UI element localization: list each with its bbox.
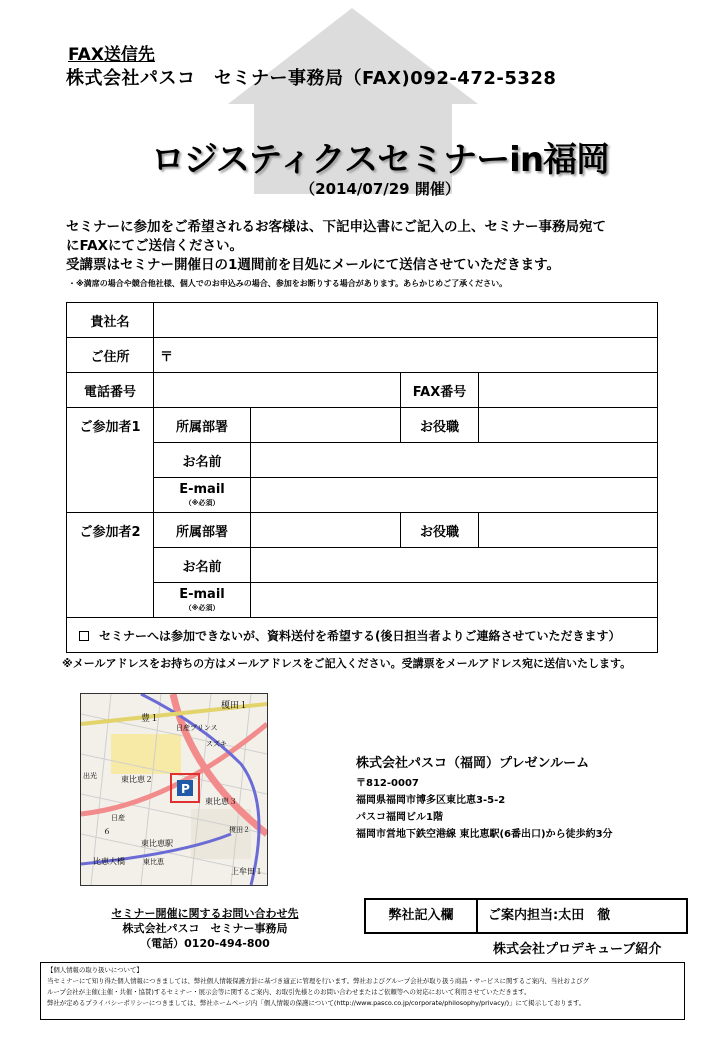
application-form — [66, 302, 658, 653]
introduced-by: 株式会社プロデキューブ紹介 — [493, 942, 662, 957]
venue-postal: 〒812-0007 — [356, 778, 419, 789]
p1-name-field[interactable] — [251, 443, 658, 478]
map-label: 榎田１ — [221, 701, 249, 711]
contact-org: 株式会社パスコ セミナー事務局 — [122, 922, 288, 935]
company-field[interactable] — [154, 303, 658, 338]
p1-email-field[interactable] — [251, 478, 658, 513]
p2-dept-field[interactable] — [251, 513, 401, 548]
company-label: 貴社名 — [67, 303, 154, 338]
phone-field[interactable] — [154, 373, 401, 408]
map-label: ６ — [103, 827, 111, 836]
contact-info — [90, 906, 320, 951]
email-note: ※メールアドレスをお持ちの方はメールアドレスをご記入ください。受講票をメールアドレス宛に送信いたします。 — [62, 657, 632, 670]
material-request-label: セミナーへは参加できないが、資料送付を希望する(後日担当者よりご連絡させていただきます） — [99, 628, 621, 643]
venue-address-1: 福岡県福岡市博多区東比恵3-5-2 — [356, 795, 506, 806]
p2-position-label: お役職 — [401, 513, 479, 548]
map-label: 比恵大橋 — [93, 857, 125, 866]
page-title: ロジスティクスセミナーin福岡 — [150, 140, 610, 180]
map-label: 榎田２ — [229, 826, 250, 834]
office-use-label: 弊社記入欄 — [366, 900, 478, 932]
venue-address-2: パスコ福岡ビル1階 — [356, 812, 443, 823]
privacy-line: 弊社が定めるプライバシーポリシーにつきましては、弊社ホームページ内「個人情報の保護について(http://www.pasco.co.jp/corporate/philosophy/privacy/)」にて掲示しております。 — [47, 999, 586, 1007]
privacy-notice — [40, 962, 685, 1020]
venue-access: 福岡市営地下鉄空港線 東比恵駅(6番出口)から徒歩約3分 — [356, 829, 613, 840]
fax-destination: 株式会社パスコ セミナー事務局（FAX)092-472-5328 — [66, 68, 557, 89]
required-note: （※必須） — [184, 604, 220, 612]
participant2-label: ご参加者2 — [67, 513, 154, 548]
material-request-row — [67, 618, 658, 653]
fax-field[interactable] — [479, 373, 658, 408]
address-label: ご住所 — [67, 338, 154, 373]
participant1-label: ご参加者1 — [67, 408, 154, 443]
privacy-heading: 【個人情報の取り扱いについて】 — [47, 966, 143, 974]
map-label: 東比恵 — [143, 858, 164, 866]
p2-name-label: お名前 — [154, 548, 251, 583]
material-request-checkbox[interactable] — [79, 631, 89, 641]
privacy-line: 当セミナーにて知り得た個人情報につきましては、弊社個人情報保護方針に基づき適正に管理を行います。弊社およびグループ会社が取り扱う商品・サービスに関するご案内、当社およびグ — [47, 977, 590, 985]
map-label: 東比恵駅 — [141, 839, 173, 848]
intro-line-1: セミナーに参加をご希望されるお客様は、下記申込書にご記入の上、セミナー事務局宛て — [66, 219, 606, 235]
intro-note: ・※満席の場合や競合他社様、個人でのお申込みの場合、参加をお断りする場合があります。あらかじめご了承ください。 — [68, 279, 508, 288]
venue-name: 株式会社パスコ（福岡）プレゼンルーム — [356, 756, 590, 771]
venue-info — [356, 755, 613, 843]
p1-name-label: お名前 — [154, 443, 251, 478]
intro-text — [66, 218, 606, 275]
p2-name-field[interactable] — [251, 548, 658, 583]
p1-dept-label: 所属部署 — [154, 408, 251, 443]
map-label: 日産 — [111, 814, 125, 822]
map-label: 上牟田１ — [231, 867, 263, 876]
map-label: 出光 — [83, 772, 97, 780]
required-note: （※必須） — [184, 499, 220, 507]
map-label: 日産プリンス — [176, 724, 218, 732]
postal-mark: 〒 — [160, 349, 174, 365]
svg-text:P: P — [181, 782, 190, 796]
phone-label: 電話番号 — [67, 373, 154, 408]
privacy-line: ループ会社が主催(主催・共催・協賛)するセミナー・展示会等に関するご案内、お取引先様とのお問い合わせまたはご依頼等への対応において利用させていただきます。 — [47, 988, 531, 996]
map-label: 豊１ — [141, 714, 160, 724]
office-use-box — [364, 898, 688, 934]
p2-dept-label: 所属部署 — [154, 513, 251, 548]
p2-position-field[interactable] — [479, 513, 658, 548]
map-graphic — [81, 694, 267, 885]
contact-heading: セミナー開催に関するお問い合わせ先 — [111, 907, 299, 920]
map-label: 東比恵３ — [205, 797, 237, 806]
map-label: スズキ — [206, 740, 227, 748]
p1-position-label: お役職 — [401, 408, 479, 443]
p1-position-field[interactable] — [479, 408, 658, 443]
fax-heading: FAX送信先 — [68, 45, 155, 65]
event-date: （2014/07/29 開催） — [300, 180, 460, 198]
p1-dept-field[interactable] — [251, 408, 401, 443]
venue-map — [80, 693, 268, 886]
office-use-value: ご案内担当:太田 徹 — [488, 908, 611, 923]
map-label: 東比恵２ — [121, 775, 153, 784]
fax-label: FAX番号 — [401, 373, 479, 408]
contact-phone: （電話）0120-494-800 — [140, 937, 270, 950]
address-field[interactable] — [154, 338, 658, 373]
intro-line-3: 受講票はセミナー開催日の1週間前を目処にメールにて送信させていただきます。 — [66, 257, 561, 273]
p2-email-field[interactable] — [251, 583, 658, 618]
p1-email-label: E-mail （※必須） — [154, 478, 251, 513]
p2-email-label: E-mail （※必須） — [154, 583, 251, 618]
intro-line-2: にFAXにてご送信ください。 — [66, 238, 244, 254]
